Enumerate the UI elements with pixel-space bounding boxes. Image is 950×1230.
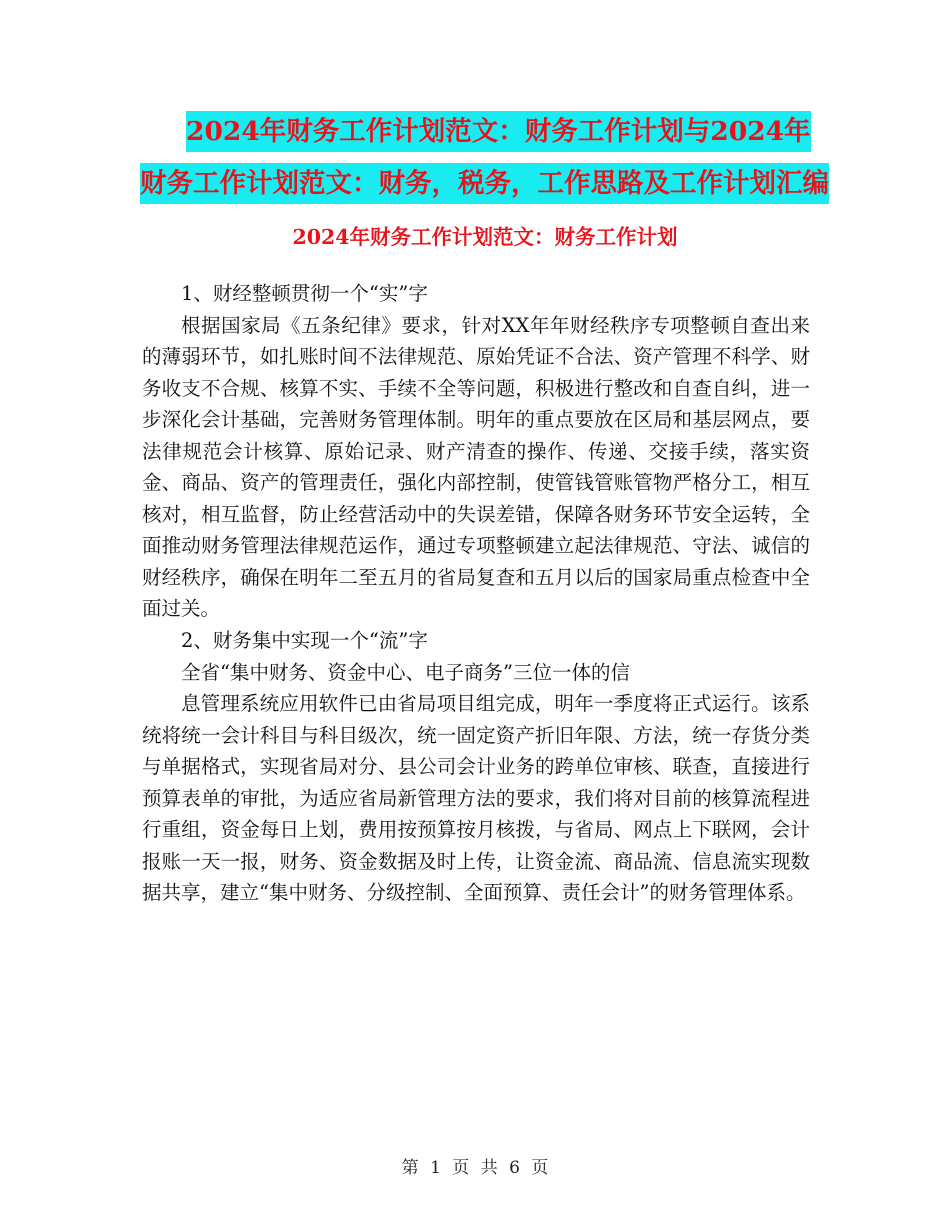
paragraph-2-line-1: 全省“集中财务、资金中心、电子商务”三位一体的信 xyxy=(181,660,630,684)
section-title: 2024年财务工作计划范文：财务工作计划 xyxy=(292,225,678,249)
paragraph-heading-2: 2、财务集中实现一个“流”字 xyxy=(181,629,428,653)
page-footer: 第 1 页 共 6 页 xyxy=(401,1158,549,1178)
paragraph-2: 息管理系统应用软件已由省局项目组完成，明年一季度将正式运行。该系统将统一会计科目与科目级次，统一固定资产折旧年限、方法，统一存货分类与单据格式，实现省局对分、县公司会计业务的跨单位审核、联查，直接进行预算表单的审批，为适应省局新管理方法的要求，我们将对目前的核算流程进行重组，资金每日上划，费用按预算按月核拨，与省局、网点上下联网，会计报账一天一报，财务、资金数据及时上传，让资金流、商品流、信息流实现数据共享，建立“集中财务、分级控制、全面预算、责任会计”的财务管理体系。 xyxy=(142,692,810,905)
document-body xyxy=(142,278,810,909)
paragraph-1: 根据国家局《五条纪律》要求，针对XX年年财经秩序专项整顿自查出来的薄弱环节，如扎账时间不法律规范、原始凭证不合法、资产管理不科学、财务收支不合规、核算不实、手续不全等问题，积极进行整改和自查自纠，进一步深化会计基础，完善财务管理体制。明年的重点要放在区局和基层网点，要法律规范会计核算、原始记录、财产清查的操作、传递、交接手续，落实资金、商品、资产的管理责任，强化内部控制，使管钱管账管物严格分工，相互核对，相互监督，防止经营活动中的失误差错，保障各财务环节安全运转，全面推动财务管理法律规范运作，通过专项整顿建立起法律规范、守法、诚信的财经秩序，确保在明年二至五月的省局复查和五月以后的国家局重点检查中全面过关。 xyxy=(142,313,810,621)
document-title xyxy=(140,106,830,210)
paragraph-heading-1: 1、财经整顿贯彻一个“实”字 xyxy=(181,282,428,305)
document-title-text: 2024年财务工作计划范文：财务工作计划与2024年财务工作计划范文：财务，税务，工作思路及工作计划汇编 xyxy=(140,111,829,204)
